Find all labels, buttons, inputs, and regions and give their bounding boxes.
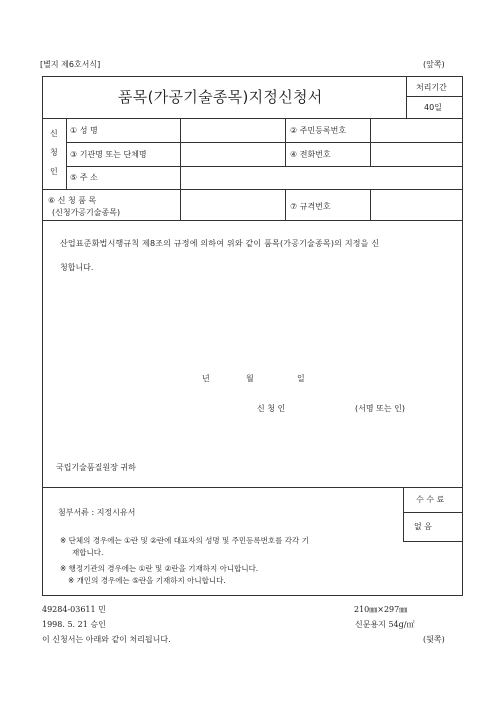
signature-applicant-label: 신 청 인 [257, 404, 286, 413]
footer-code: 49284-03611 민 [42, 605, 106, 614]
processing-period-label: 처리기간 [416, 83, 447, 92]
footer-paper: 신문용지 54g/㎡ [355, 620, 415, 629]
processing-period-value: 40일 [424, 103, 442, 112]
address-label: ⑤ 주 소 [70, 173, 98, 182]
fee-value: 없 음 [414, 522, 432, 531]
fee-label: 수 수 료 [416, 495, 445, 504]
item-bottom-rule [42, 220, 463, 221]
phone-label: ④ 전화번호 [290, 150, 331, 159]
resident-id-field[interactable] [371, 119, 462, 142]
item-field[interactable] [181, 190, 285, 220]
organization-label: ③ 기관명 또는 단체명 [70, 150, 147, 159]
processing-split [406, 96, 463, 97]
statement-line-1: 산업표준화법시행규칙 제8조의 규정에 의하여 위와 같이 품목(가공기술종목)의 지정을 신 [60, 239, 380, 248]
footer-next-note: 이 신청서는 아래와 같이 처리됩니다. [42, 635, 171, 644]
resident-id-label: ② 주민등록번호 [290, 126, 347, 135]
attachment-label: 첨부서류 : 지정시유서 [58, 508, 136, 517]
addressee: 국립기술품질원장 귀하 [56, 463, 136, 472]
footer-back-side: (뒷쪽) [423, 635, 445, 644]
organization-field[interactable] [181, 143, 285, 166]
spec-number-label: ⑦ 규격번호 [290, 202, 331, 211]
page-side-label: (앞쪽) [423, 60, 445, 69]
note-3: ※ 개인의 경우에는 ⑤란을 기재하지 아니합니다. [68, 576, 226, 585]
fee-divider [403, 487, 404, 541]
applicant-mid-divider [285, 118, 286, 166]
applicant-side-1: 신 [50, 129, 58, 138]
applicant-side-divider [66, 118, 67, 189]
footer-approval: 1998. 5. 21 승인 [42, 620, 106, 629]
name-label: ① 성 명 [70, 126, 98, 135]
applicant-side-3: 인 [50, 167, 58, 176]
signature-placeholder[interactable]: (서명 또는 인) [355, 404, 405, 413]
form-title: 품목(가공기술종목)지정신청서 [118, 88, 323, 106]
note-2: ※ 행정기관의 경우에는 ①란 및 ②란을 기재하지 아니합니다. [60, 564, 259, 573]
fee-split [403, 512, 463, 513]
address-field[interactable] [181, 167, 462, 189]
item-label: ⑥ 신 청 품 목 [48, 196, 97, 205]
spec-number-field[interactable] [371, 190, 462, 220]
item-mid-divider [285, 189, 286, 220]
date-day: 일 [297, 374, 305, 383]
form-number: [별지 제6호서식] [40, 60, 101, 69]
processing-divider [406, 76, 407, 118]
attachment-top-rule [42, 487, 463, 488]
date-month: 월 [246, 374, 254, 383]
name-field[interactable] [181, 119, 285, 142]
fee-bottom [403, 541, 463, 542]
statement-line-2: 청합니다. [60, 263, 94, 272]
applicant-side-2: 청 [50, 148, 58, 157]
item-label-sub: (신청가공기술종목) [52, 208, 121, 217]
note-1: ※ 단체의 경우에는 ①란 및 ②란에 대표자의 성명 및 주민등록번호를 각각 기 [60, 536, 309, 545]
note-1-cont: 재합니다. [72, 548, 104, 557]
phone-field[interactable] [371, 143, 462, 166]
footer-size: 210㎜×297㎜ [354, 605, 408, 614]
date-year: 년 [202, 374, 210, 383]
